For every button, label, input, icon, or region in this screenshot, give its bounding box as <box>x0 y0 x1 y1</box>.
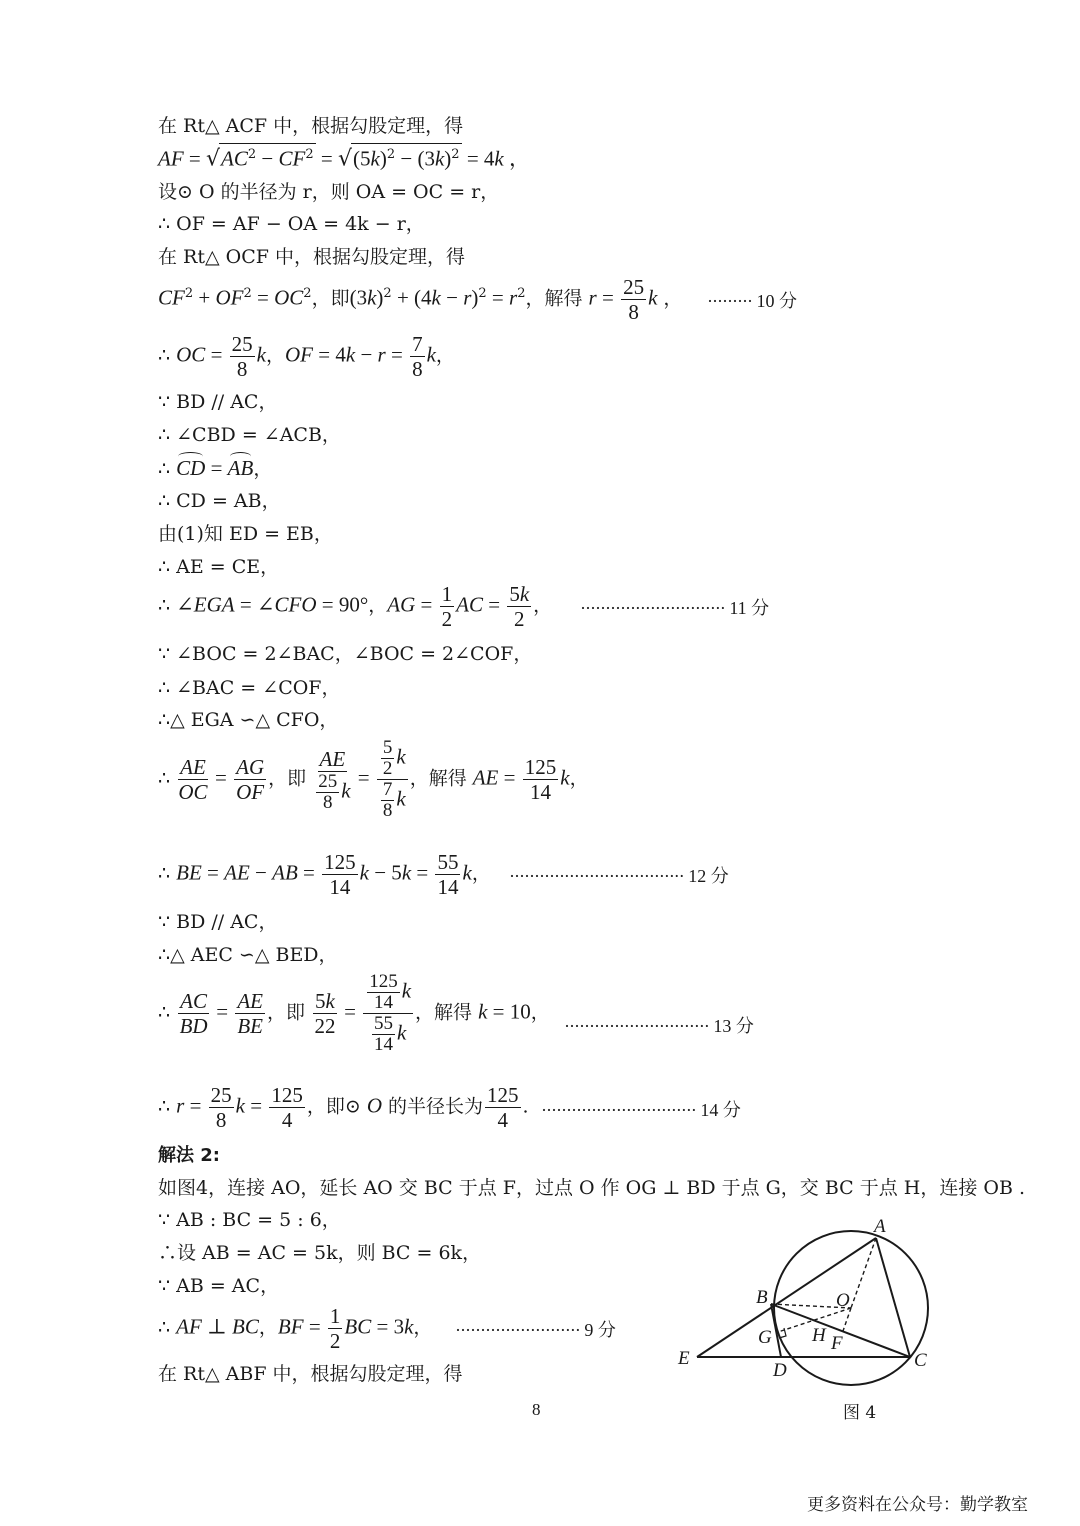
label-c: C <box>914 1350 927 1371</box>
label-e: E <box>678 1348 690 1369</box>
segment-ao <box>851 1238 876 1308</box>
figure-caption: 图 4 <box>843 1403 877 1423</box>
label-d: D <box>773 1360 787 1381</box>
text-line: ∵ AB : BC = 5 : 6， <box>158 1209 341 1231</box>
segment-ac <box>876 1238 910 1357</box>
text-line: ∵ AB = AC， <box>158 1275 280 1297</box>
footer-watermark: 更多资料在公众号：勤学教室 <box>807 1495 1028 1515</box>
formula-be: ∴ BE = AE − AB = $\frac{125}{14}$ k − 5k = $\frac{55}{14}$ k， <box>158 850 491 899</box>
text-line: ∴设 AB = AC = 5k，则 BC = 6k， <box>158 1242 482 1264</box>
label-h: H <box>812 1325 826 1346</box>
geometry-figure <box>670 1205 950 1395</box>
text-line: ∴△ AEC ∽△ BED， <box>158 944 338 966</box>
text-line: ∵ ∠BOC = 2∠BAC，∠BOC = 2∠COF， <box>158 643 533 665</box>
text-line: 在 Rt△ OCF 中，根据勾股定理，得 <box>158 246 465 268</box>
solution-2-heading: 解法 2: <box>158 1145 220 1166</box>
formula-r: $CF^2 + OF^2 = OC^2$，即$(3k)^2 + (4k - r)^2 = r^2$，解得 r = $\frac{25}{8}$ k ， <box>158 275 683 324</box>
text-line: 由(1)知 ED = EB， <box>158 523 333 545</box>
score-12: ··································· 12 分 <box>509 866 729 886</box>
label-b: B <box>756 1287 768 1308</box>
text-line: ∵ BD // AC， <box>158 911 278 933</box>
text-line: ∴ AE = CE， <box>158 556 280 578</box>
segment-of <box>843 1308 851 1331</box>
formula-af: AF = $√AC^2 - CF^2 = √(5k)^2 - (3k)^2 = 4k$ ， <box>158 143 530 171</box>
formula-oc: ∴ OC = $\frac{25}{8}$ k，OF = 4k − r = $\frac{7}{8}$ k， <box>158 332 455 381</box>
formula-radius: ∴ r = $\frac{25}{8}$ k = $\frac{125}{4}$ ，即⊙ O 的半径长为 $\frac{125}{4}$ . <box>158 1083 529 1132</box>
text-line: ∴ ∠CBD = ∠ACB， <box>158 424 341 446</box>
text-line: ∴ ∠BAC = ∠COF， <box>158 677 341 699</box>
page-number: 8 <box>532 1400 541 1419</box>
text-line: 在 Rt△ ACF 中，根据勾股定理，得 <box>158 115 464 137</box>
formula-bf: ∴ AF ⊥ BC，BF = $\frac{1}{2}$ BC = 3k， <box>158 1304 433 1353</box>
segment-bd <box>771 1304 781 1357</box>
label-g: G <box>758 1327 772 1348</box>
label-a: A <box>874 1216 886 1237</box>
formula-arc: ∴ CD = AB， <box>158 456 273 480</box>
text-line: 设⊙ O 的半径为 r，则 OA = OC = r， <box>158 181 500 203</box>
formula-k: ∴ $\frac{AC}{BD}$ = $\frac{AE}{BE}$ ，即 $\frac{5k}{22}$ = $\frac{125}{14}$ k $\frac{55}{14}$ k ，解得 k = 10， <box>158 971 550 1055</box>
text-line: ∴ CD = AB， <box>158 490 281 512</box>
score-13: ····························· 13 分 <box>564 1016 754 1036</box>
formula-ae: ∴ $\frac{AE}{OC}$ = $\frac{AG}{OF}$ ，即 AE $\frac{25}{8}$ k = $\frac{5}{2}$ k $\frac{7}{8}$ k ，解得 AE = $\frac{125}{14}$ k， <box>158 737 589 821</box>
label-o: O <box>836 1290 850 1311</box>
text-line: ∴ OF = AF − OA = 4k − r， <box>158 213 425 235</box>
text-line: 如图4，连接 AO，延长 AO 交 BC 于点 F，过点 O 作 OG ⊥ BD 于点 G，交 BC 于点 H，连接 OB . <box>158 1177 1026 1199</box>
label-f: F <box>831 1333 843 1354</box>
text-line: ∴△ EGA ∽△ CFO， <box>158 709 339 731</box>
text-line: ∵ BD // AC， <box>158 391 278 413</box>
score-14: ······························· 14 分 <box>541 1100 741 1120</box>
formula-ag: ∴ ∠EGA = ∠CFO = 90°，AG = $\frac{1}{2}$ AC = $\frac{5k}{2}$ ， <box>158 582 553 631</box>
score-10: ········· 10 分 <box>707 291 797 311</box>
score-11: ····························· 11 分 <box>580 598 770 618</box>
score-9: ························· 9 分 <box>455 1320 616 1340</box>
text-line: 在 Rt△ ABF 中，根据勾股定理，得 <box>158 1363 463 1385</box>
